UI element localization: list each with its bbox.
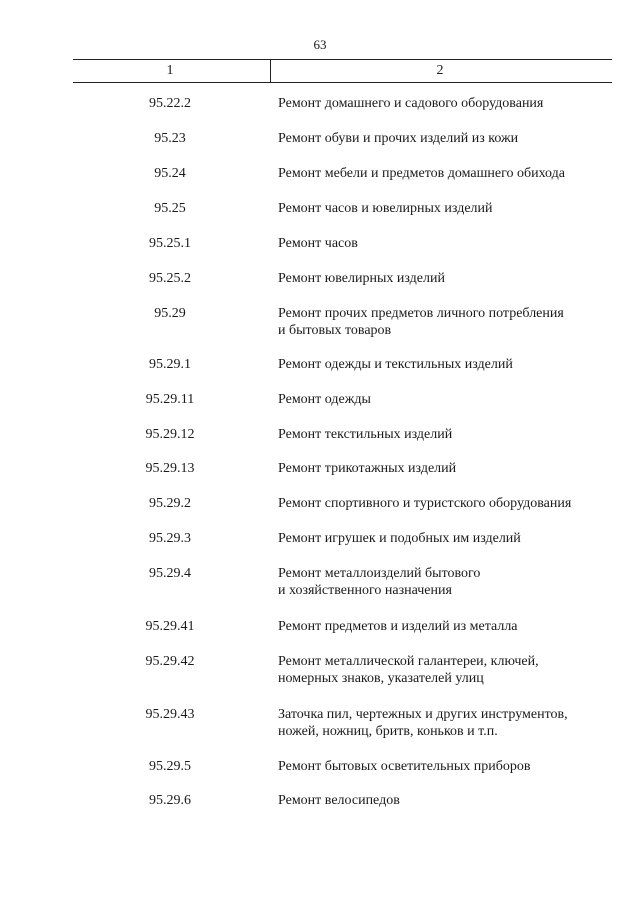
okved-code: 95.25.2 [149, 271, 191, 286]
okved-code: 95.25.1 [149, 236, 191, 251]
okved-code: 95.29.41 [145, 619, 195, 634]
okved-code: 95.29.2 [149, 496, 191, 511]
activity-description: Ремонт мебели и предметов домашнего обихода [278, 166, 565, 181]
okved-code: 95.29.13 [145, 461, 195, 476]
okved-code: 95.29.43 [145, 707, 195, 722]
okved-code: 95.29.3 [149, 531, 191, 546]
activity-description: Ремонт игрушек и подобных им изделий [278, 531, 521, 546]
activity-description: Ремонт одежды и текстильных изделий [278, 357, 513, 372]
column-header-1: 1 [166, 63, 174, 78]
okved-code: 95.29.42 [145, 654, 195, 669]
activity-description: Ремонт бытовых осветительных приборов [278, 759, 531, 774]
okved-code: 95.29 [154, 306, 186, 321]
okved-code: 95.23 [154, 131, 186, 146]
okved-code: 95.24 [154, 166, 186, 181]
header-rule-top [73, 59, 612, 60]
okved-code: 95.22.2 [149, 96, 191, 111]
okved-code: 95.29.6 [149, 793, 191, 808]
okved-code: 95.29.1 [149, 357, 191, 372]
activity-description: Ремонт спортивного и туристского оборудования [278, 496, 572, 511]
okved-code: 95.29.4 [149, 566, 191, 581]
column-header-2: 2 [436, 63, 444, 78]
activity-description: Ремонт обуви и прочих изделий из кожи [278, 131, 519, 146]
okved-code: 95.29.11 [145, 392, 195, 407]
activity-description: Ремонт домашнего и садового оборудования [278, 96, 544, 111]
activity-description: Ремонт одежды [278, 392, 371, 407]
page-number: 63 [313, 37, 327, 52]
activity-description: Ремонт прочих предметов личного потребления и бытовых товаров [278, 306, 564, 338]
activity-description: Ремонт часов и ювелирных изделий [278, 201, 493, 216]
activity-description: Ремонт трикотажных изделий [278, 461, 457, 476]
activity-description: Ремонт часов [278, 236, 358, 251]
column-divider [270, 59, 271, 82]
okved-code: 95.25 [154, 201, 186, 216]
activity-description: Ремонт металлоизделий бытового и хозяйственного назначения [278, 566, 481, 598]
activity-description: Заточка пил, чертежных и других инструментов, ножей, ножниц, бритв, коньков и т.п. [278, 707, 568, 739]
okved-code: 95.29.12 [145, 427, 195, 442]
activity-description: Ремонт ювелирных изделий [278, 271, 445, 286]
okved-code: 95.29.5 [149, 759, 191, 774]
activity-description: Ремонт предметов и изделий из металла [278, 619, 518, 634]
activity-description: Ремонт велосипедов [278, 793, 400, 808]
activity-description: Ремонт текстильных изделий [278, 427, 453, 442]
activity-description: Ремонт металлической галантереи, ключей, номерных знаков, указателей улиц [278, 654, 539, 686]
header-rule-bottom [73, 82, 612, 83]
